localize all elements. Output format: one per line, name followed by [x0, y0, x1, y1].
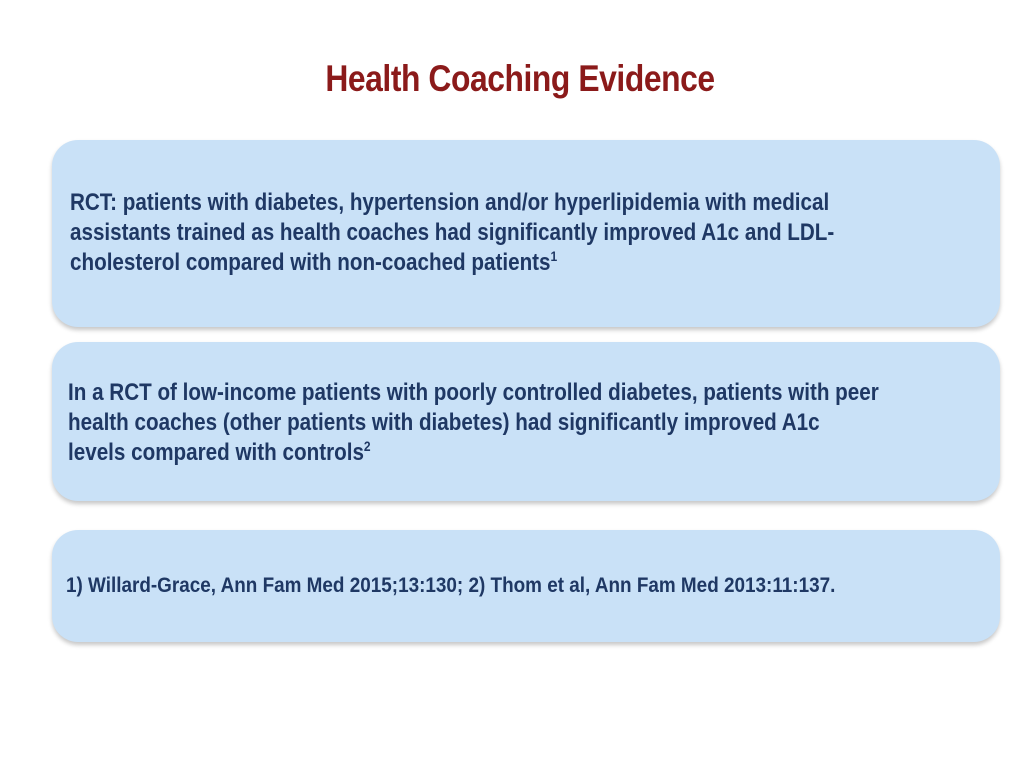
evidence-2-line-3-text: levels compared with controls	[68, 439, 364, 466]
evidence-1-line-3	[70, 248, 834, 278]
references-text: 1) Willard-Grace, Ann Fam Med 2015;13:130; 2) Thom et al, Ann Fam Med 2013:11:137.	[66, 574, 836, 597]
evidence-2-line-1: In a RCT of low-income patients with poorly controlled diabetes, patients with peer	[68, 379, 879, 406]
evidence-box-1	[52, 140, 1000, 327]
evidence-1-line-1: RCT: patients with diabetes, hypertension and/or hyperlipidemia with medical	[70, 189, 830, 216]
evidence-2-line-3	[68, 438, 879, 468]
slide-title: Health Coaching Evidence	[325, 58, 715, 99]
evidence-box-2	[52, 342, 1000, 501]
evidence-text-1	[70, 188, 834, 278]
evidence-1-line-2: assistants trained as health coaches had significantly improved A1c and LDL-	[70, 219, 835, 246]
citation-superscript-2: 2	[363, 438, 371, 454]
evidence-text-2	[68, 378, 879, 468]
evidence-2-line-2: health coaches (other patients with diabetes) had significantly improved A1c	[68, 409, 820, 436]
evidence-1-line-3-text: cholesterol compared with non-coached patients	[70, 249, 551, 276]
references-box	[52, 530, 1000, 642]
citation-superscript-1: 1	[550, 248, 558, 264]
